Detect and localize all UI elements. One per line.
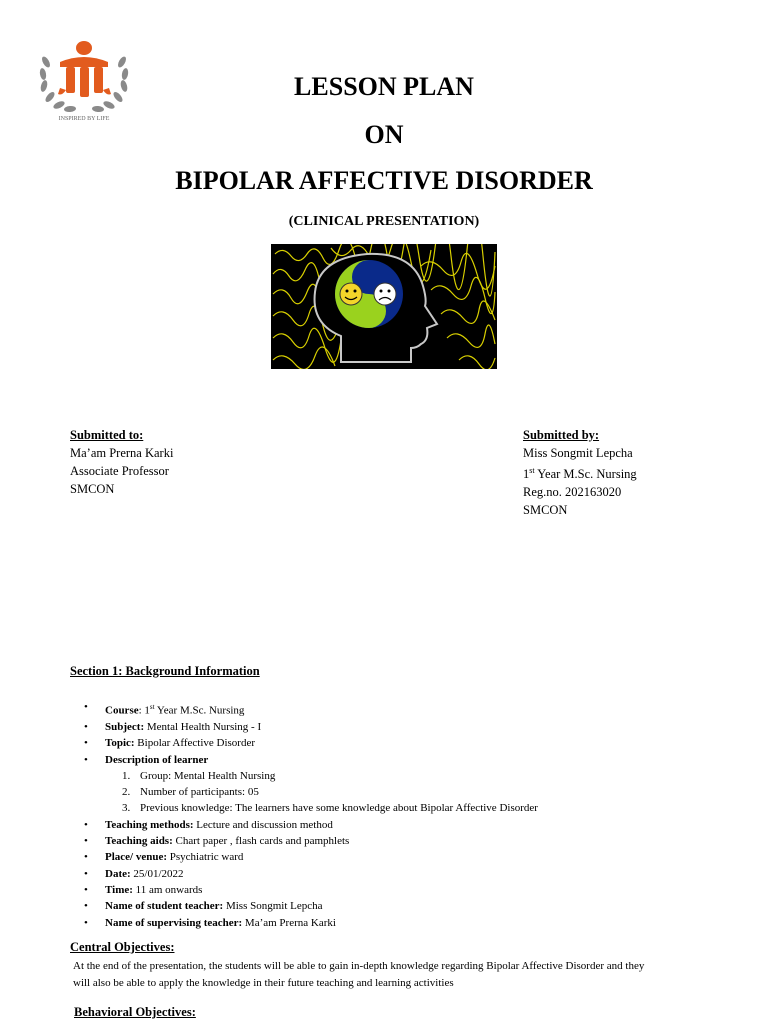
submitted-to-institution: SMCON	[70, 482, 115, 496]
submitted-by-label: Submitted by:	[523, 428, 600, 442]
submitted-by-name: Miss Songmit Lepcha	[523, 446, 633, 460]
list-subitem: 2. Number of participants: 05	[122, 786, 259, 799]
submitted-by-year: 1st Year M.Sc. Nursing	[523, 466, 637, 482]
central-objectives-title: Central Objectives:	[70, 940, 175, 954]
submitted-to-name: Ma’am Prerna Karki	[70, 446, 174, 460]
submitted-to-block	[70, 426, 173, 498]
list-item-topic: • Topic: Bipolar Affective Disorder	[84, 737, 256, 750]
list-item-time: • Time: 11 am onwards	[84, 883, 203, 896]
submitted-to-designation: Associate Professor	[70, 464, 169, 478]
central-objectives-text	[73, 958, 713, 991]
background-info-list	[84, 699, 744, 931]
list-item-learner: • Description of learner	[84, 753, 209, 766]
list-subitem: 3. Previous knowledge: The learners have some knowledge about Bipolar Affective Disorder	[122, 802, 538, 815]
submitted-by-institution: SMCON	[523, 503, 568, 518]
submitted-to-label: Submitted to:	[70, 428, 144, 442]
bipolar-head-illustration	[271, 244, 497, 369]
central-objectives-line1: At the end of the presentation, the students will be able to gain in-depth knowledge regarding Bipolar Affective Disorder and they	[73, 960, 645, 972]
list-item-aids: • Teaching aids: Chart paper , flash cards and pamphlets	[84, 835, 350, 848]
doc-subtitle: (CLINICAL PRESENTATION)	[288, 214, 480, 229]
submitted-by-block	[523, 426, 637, 519]
list-item-supervising-teacher: • Name of supervising teacher: Ma’am Prerna Karki	[84, 916, 336, 929]
list-item-subject: • Subject: Mental Health Nursing - I	[84, 720, 262, 733]
behavioral-objectives-title: Behavioral Objectives:	[74, 1005, 196, 1019]
list-subitem: 1. Group: Mental Health Nursing	[122, 769, 276, 782]
doc-title-line2: ON	[364, 120, 404, 149]
list-item-place: • Place/ venue: Psychiatric ward	[84, 851, 244, 864]
list-item-methods: • Teaching methods: Lecture and discussion method	[84, 818, 333, 831]
doc-title-line3: BIPOLAR AFFECTIVE DISORDER	[175, 166, 593, 195]
section1-title: Section 1: Background Information	[70, 664, 260, 678]
list-item-student-teacher: • Name of student teacher: Miss Songmit Lepcha	[84, 900, 323, 913]
list-item-date: • Date: 25/01/2022	[84, 867, 184, 880]
svg-text:INSPIRED BY LIFE: INSPIRED BY LIFE	[58, 116, 110, 122]
list-item-course: • Course: 1st Year M.Sc. Nursing	[84, 701, 245, 717]
doc-title-line1: LESSON PLAN	[294, 72, 474, 101]
submitted-by-regno: Reg.no. 202163020	[523, 485, 622, 500]
central-objectives-line2: will also be able to apply the knowledge in their future teaching and learning activities	[73, 976, 454, 989]
